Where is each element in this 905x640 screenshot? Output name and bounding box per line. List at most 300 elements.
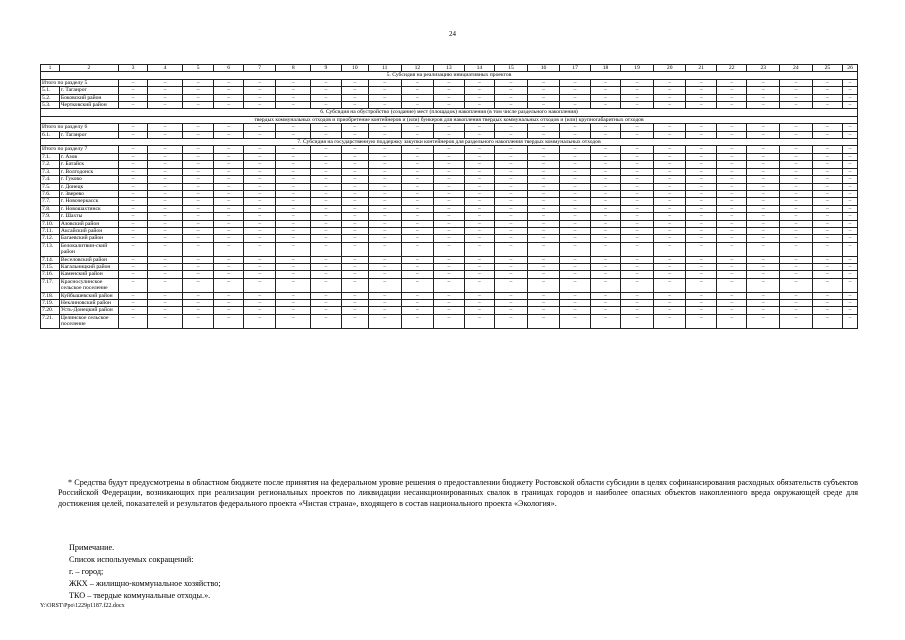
value-cell: –: [368, 292, 401, 299]
value-cell: –: [401, 213, 434, 220]
value-cell: –: [653, 94, 686, 101]
value-cell: –: [182, 183, 214, 190]
value-cell: –: [368, 131, 401, 138]
value-cell: –: [182, 307, 214, 314]
value-cell: –: [686, 131, 716, 138]
value-cell: –: [182, 124, 214, 131]
value-cell: –: [590, 153, 620, 160]
value-cell: –: [653, 227, 686, 234]
value-cell: –: [434, 213, 464, 220]
value-cell: –: [527, 256, 560, 263]
value-cell: –: [276, 94, 311, 101]
table-row: [41, 87, 858, 94]
value-cell: –: [341, 307, 368, 314]
value-cell: –: [843, 205, 858, 212]
value-cell: –: [368, 94, 401, 101]
row-number: 7.17.: [41, 278, 60, 292]
table-row: [41, 153, 858, 160]
value-cell: –: [401, 256, 434, 263]
value-cell: –: [527, 198, 560, 205]
value-cell: –: [716, 153, 746, 160]
value-cell: –: [118, 314, 147, 328]
value-cell: –: [401, 220, 434, 227]
value-cell: –: [812, 131, 842, 138]
value-cell: –: [716, 235, 746, 242]
table-body: [41, 65, 858, 329]
value-cell: –: [621, 161, 654, 168]
value-cell: –: [434, 102, 464, 109]
value-cell: –: [243, 190, 276, 197]
value-cell: –: [182, 271, 214, 278]
value-cell: –: [401, 124, 434, 131]
value-cell: –: [243, 94, 276, 101]
value-cell: –: [148, 94, 183, 101]
value-cell: –: [148, 292, 183, 299]
value-cell: –: [341, 235, 368, 242]
value-cell: –: [621, 220, 654, 227]
value-cell: –: [780, 146, 813, 153]
value-cell: –: [812, 256, 842, 263]
value-cell: –: [214, 102, 243, 109]
value-cell: –: [495, 79, 528, 86]
value-cell: –: [148, 146, 183, 153]
row-name: г. Новочеркасск: [59, 198, 118, 205]
value-cell: –: [653, 102, 686, 109]
value-cell: –: [716, 124, 746, 131]
value-cell: –: [747, 213, 780, 220]
value-cell: –: [311, 256, 341, 263]
value-cell: –: [401, 87, 434, 94]
value-cell: –: [401, 79, 434, 86]
value-cell: –: [780, 161, 813, 168]
value-cell: –: [148, 153, 183, 160]
column-header: 26: [843, 65, 858, 72]
value-cell: –: [368, 220, 401, 227]
value-cell: –: [243, 263, 276, 270]
value-cell: –: [747, 263, 780, 270]
value-cell: –: [560, 198, 590, 205]
row-number: 5.2.: [41, 94, 60, 101]
value-cell: –: [434, 307, 464, 314]
value-cell: –: [243, 183, 276, 190]
value-cell: –: [464, 190, 494, 197]
value-cell: –: [148, 102, 183, 109]
value-cell: –: [590, 235, 620, 242]
value-cell: –: [401, 94, 434, 101]
value-cell: –: [341, 205, 368, 212]
value-cell: –: [747, 271, 780, 278]
row-number: 7.8.: [41, 205, 60, 212]
value-cell: –: [341, 278, 368, 292]
value-cell: –: [148, 183, 183, 190]
value-cell: –: [214, 292, 243, 299]
value-cell: –: [560, 278, 590, 292]
row-number: 7.18.: [41, 292, 60, 299]
value-cell: –: [243, 198, 276, 205]
value-cell: –: [560, 271, 590, 278]
value-cell: –: [148, 307, 183, 314]
value-cell: –: [148, 79, 183, 86]
section-title: твердых коммунальных отходов и приобретение контейнеров и (или) бункеров для накопления твердых коммунальных отходов и (или) крупногабаритных отходов: [41, 116, 858, 123]
value-cell: –: [243, 271, 276, 278]
value-cell: –: [716, 205, 746, 212]
value-cell: –: [527, 278, 560, 292]
value-cell: –: [341, 256, 368, 263]
value-cell: –: [118, 94, 147, 101]
value-cell: –: [780, 271, 813, 278]
value-cell: –: [276, 190, 311, 197]
value-cell: –: [560, 79, 590, 86]
value-cell: –: [148, 131, 183, 138]
file-path: Y:\ORST\Ppo\1229p1187.f22.docx: [40, 603, 125, 609]
section-title-row: [41, 139, 858, 146]
value-cell: –: [686, 213, 716, 220]
value-cell: –: [843, 227, 858, 234]
table-row: [41, 102, 858, 109]
value-cell: –: [527, 79, 560, 86]
value-cell: –: [118, 131, 147, 138]
row-name: Целинское сельское поселение: [59, 314, 118, 328]
row-number: 5.1.: [41, 87, 60, 94]
value-cell: –: [182, 176, 214, 183]
value-cell: –: [118, 271, 147, 278]
value-cell: –: [148, 168, 183, 175]
value-cell: –: [686, 161, 716, 168]
value-cell: –: [464, 161, 494, 168]
row-name: г. Волгодонск: [59, 168, 118, 175]
section-title-row: [41, 109, 858, 116]
row-number: 7.12.: [41, 235, 60, 242]
value-cell: –: [653, 168, 686, 175]
value-cell: –: [368, 271, 401, 278]
value-cell: –: [276, 153, 311, 160]
table-row: [41, 161, 858, 168]
value-cell: –: [590, 94, 620, 101]
value-cell: –: [243, 131, 276, 138]
column-header: 14: [464, 65, 494, 72]
table-row: [41, 300, 858, 307]
value-cell: –: [434, 271, 464, 278]
value-cell: –: [341, 94, 368, 101]
value-cell: –: [118, 102, 147, 109]
value-cell: –: [653, 235, 686, 242]
value-cell: –: [590, 176, 620, 183]
value-cell: –: [464, 79, 494, 86]
value-cell: –: [843, 168, 858, 175]
value-cell: –: [401, 190, 434, 197]
value-cell: –: [311, 87, 341, 94]
value-cell: –: [590, 183, 620, 190]
value-cell: –: [495, 124, 528, 131]
value-cell: –: [148, 87, 183, 94]
value-cell: –: [434, 168, 464, 175]
value-cell: –: [214, 256, 243, 263]
table-row: [41, 205, 858, 212]
value-cell: –: [401, 307, 434, 314]
row-number: 7.9.: [41, 213, 60, 220]
value-cell: –: [214, 153, 243, 160]
value-cell: –: [495, 227, 528, 234]
value-cell: –: [368, 153, 401, 160]
value-cell: –: [182, 235, 214, 242]
value-cell: –: [621, 205, 654, 212]
value-cell: –: [464, 300, 494, 307]
value-cell: –: [311, 242, 341, 256]
value-cell: –: [716, 79, 746, 86]
value-cell: –: [621, 94, 654, 101]
value-cell: –: [621, 183, 654, 190]
value-cell: –: [560, 94, 590, 101]
value-cell: –: [401, 263, 434, 270]
value-cell: –: [182, 131, 214, 138]
value-cell: –: [495, 235, 528, 242]
value-cell: –: [653, 307, 686, 314]
value-cell: –: [311, 161, 341, 168]
row-name: Кагальницкий район: [59, 263, 118, 270]
value-cell: –: [812, 146, 842, 153]
row-number: 7.14.: [41, 256, 60, 263]
value-cell: –: [341, 161, 368, 168]
value-cell: –: [368, 183, 401, 190]
value-cell: –: [464, 314, 494, 328]
value-cell: –: [716, 176, 746, 183]
value-cell: –: [590, 131, 620, 138]
value-cell: –: [401, 131, 434, 138]
value-cell: –: [590, 292, 620, 299]
value-cell: –: [341, 227, 368, 234]
value-cell: –: [368, 227, 401, 234]
value-cell: –: [276, 183, 311, 190]
value-cell: –: [812, 205, 842, 212]
value-cell: –: [276, 168, 311, 175]
value-cell: –: [434, 220, 464, 227]
value-cell: –: [590, 168, 620, 175]
value-cell: –: [812, 87, 842, 94]
row-name: Неклиновский район: [59, 300, 118, 307]
row-number: 7.2.: [41, 161, 60, 168]
value-cell: –: [464, 205, 494, 212]
value-cell: –: [276, 300, 311, 307]
value-cell: –: [621, 263, 654, 270]
value-cell: –: [434, 314, 464, 328]
value-cell: –: [686, 314, 716, 328]
value-cell: –: [341, 271, 368, 278]
value-cell: –: [311, 300, 341, 307]
value-cell: –: [716, 220, 746, 227]
value-cell: –: [341, 314, 368, 328]
value-cell: –: [590, 227, 620, 234]
value-cell: –: [560, 161, 590, 168]
value-cell: –: [401, 205, 434, 212]
value-cell: –: [686, 153, 716, 160]
value-cell: –: [527, 220, 560, 227]
value-cell: –: [590, 278, 620, 292]
value-cell: –: [276, 146, 311, 153]
value-cell: –: [590, 242, 620, 256]
value-cell: –: [118, 183, 147, 190]
value-cell: –: [341, 153, 368, 160]
value-cell: –: [276, 292, 311, 299]
value-cell: –: [148, 176, 183, 183]
value-cell: –: [464, 242, 494, 256]
value-cell: –: [527, 131, 560, 138]
row-name: Усть-Донецкий район: [59, 307, 118, 314]
value-cell: –: [590, 146, 620, 153]
value-cell: –: [182, 220, 214, 227]
column-header: 11: [368, 65, 401, 72]
value-cell: –: [341, 131, 368, 138]
value-cell: –: [311, 263, 341, 270]
value-cell: –: [434, 87, 464, 94]
value-cell: –: [341, 292, 368, 299]
value-cell: –: [812, 124, 842, 131]
row-number: 7.1.: [41, 153, 60, 160]
value-cell: –: [464, 102, 494, 109]
value-cell: –: [686, 205, 716, 212]
value-cell: –: [276, 278, 311, 292]
value-cell: –: [812, 263, 842, 270]
value-cell: –: [243, 153, 276, 160]
value-cell: –: [118, 87, 147, 94]
value-cell: –: [243, 205, 276, 212]
value-cell: –: [276, 220, 311, 227]
value-cell: –: [182, 161, 214, 168]
value-cell: –: [812, 307, 842, 314]
value-cell: –: [118, 168, 147, 175]
value-cell: –: [716, 94, 746, 101]
value-cell: –: [527, 205, 560, 212]
value-cell: –: [747, 161, 780, 168]
value-cell: –: [464, 153, 494, 160]
value-cell: –: [495, 278, 528, 292]
value-cell: –: [214, 168, 243, 175]
row-number: 6.1.: [41, 131, 60, 138]
table-row: [41, 314, 858, 328]
value-cell: –: [148, 278, 183, 292]
table-row: [41, 79, 858, 86]
table-row: [41, 146, 858, 153]
value-cell: –: [118, 198, 147, 205]
value-cell: –: [686, 307, 716, 314]
value-cell: –: [464, 307, 494, 314]
value-cell: –: [464, 263, 494, 270]
row-name: Куйбышевский район: [59, 292, 118, 299]
row-name: Веселовский район: [59, 256, 118, 263]
value-cell: –: [495, 205, 528, 212]
value-cell: –: [434, 183, 464, 190]
value-cell: –: [214, 190, 243, 197]
value-cell: –: [686, 271, 716, 278]
value-cell: –: [401, 292, 434, 299]
value-cell: –: [527, 307, 560, 314]
value-cell: –: [812, 278, 842, 292]
value-cell: –: [214, 176, 243, 183]
value-cell: –: [434, 79, 464, 86]
value-cell: –: [686, 190, 716, 197]
value-cell: –: [118, 205, 147, 212]
value-cell: –: [621, 168, 654, 175]
value-cell: –: [621, 314, 654, 328]
value-cell: –: [118, 79, 147, 86]
value-cell: –: [527, 263, 560, 270]
value-cell: –: [276, 263, 311, 270]
value-cell: –: [214, 307, 243, 314]
value-cell: –: [214, 227, 243, 234]
value-cell: –: [747, 227, 780, 234]
value-cell: –: [590, 79, 620, 86]
note-title: Примечание.: [69, 543, 115, 552]
value-cell: –: [182, 168, 214, 175]
value-cell: –: [464, 146, 494, 153]
value-cell: –: [843, 87, 858, 94]
value-cell: –: [780, 205, 813, 212]
column-header: 3: [118, 65, 147, 72]
value-cell: –: [716, 314, 746, 328]
value-cell: –: [716, 161, 746, 168]
value-cell: –: [182, 292, 214, 299]
value-cell: –: [401, 227, 434, 234]
table-row: [41, 256, 858, 263]
value-cell: –: [148, 300, 183, 307]
value-cell: –: [276, 235, 311, 242]
value-cell: –: [780, 131, 813, 138]
value-cell: –: [464, 256, 494, 263]
value-cell: –: [243, 213, 276, 220]
section-title-row: [41, 72, 858, 79]
row-name: г. Новошахтинск: [59, 205, 118, 212]
value-cell: –: [495, 292, 528, 299]
page-number: 24: [449, 30, 456, 38]
value-cell: –: [653, 146, 686, 153]
value-cell: –: [464, 220, 494, 227]
value-cell: –: [341, 220, 368, 227]
value-cell: –: [560, 131, 590, 138]
value-cell: –: [843, 161, 858, 168]
value-cell: –: [560, 220, 590, 227]
value-cell: –: [560, 300, 590, 307]
value-cell: –: [495, 168, 528, 175]
value-cell: –: [434, 190, 464, 197]
footnote: * Средства будут предусмотрены в областном бюджете после принятия на федеральном уровне решения о предоставлении бюджету Ростовской области субсидии в целях софинансирования расходных обязательств субъектов Российской Федерации, возникающих при реализации региональных проектов по ликвидации несанкционированных свалок в границах городов и наиболее опасных объектов накопленного вреда окружающей среде для достижения целей, показателей и результатов федерального проекта «Чистая страна», входящего в состав национального проекта «Экология».: [58, 478, 858, 508]
value-cell: –: [527, 213, 560, 220]
column-header: 6: [214, 65, 243, 72]
value-cell: –: [716, 87, 746, 94]
value-cell: –: [311, 176, 341, 183]
value-cell: –: [843, 131, 858, 138]
value-cell: –: [182, 198, 214, 205]
value-cell: –: [747, 168, 780, 175]
value-cell: –: [118, 292, 147, 299]
value-cell: –: [401, 198, 434, 205]
value-cell: –: [341, 146, 368, 153]
value-cell: –: [560, 213, 590, 220]
value-cell: –: [434, 256, 464, 263]
value-cell: –: [527, 146, 560, 153]
value-cell: –: [495, 213, 528, 220]
row-number: 7.11.: [41, 227, 60, 234]
value-cell: –: [747, 307, 780, 314]
value-cell: –: [560, 176, 590, 183]
value-cell: –: [686, 87, 716, 94]
value-cell: –: [214, 131, 243, 138]
column-header: 5: [182, 65, 214, 72]
value-cell: –: [747, 102, 780, 109]
value-cell: –: [686, 263, 716, 270]
value-cell: –: [276, 124, 311, 131]
value-cell: –: [653, 153, 686, 160]
value-cell: –: [434, 176, 464, 183]
table-row: [41, 271, 858, 278]
